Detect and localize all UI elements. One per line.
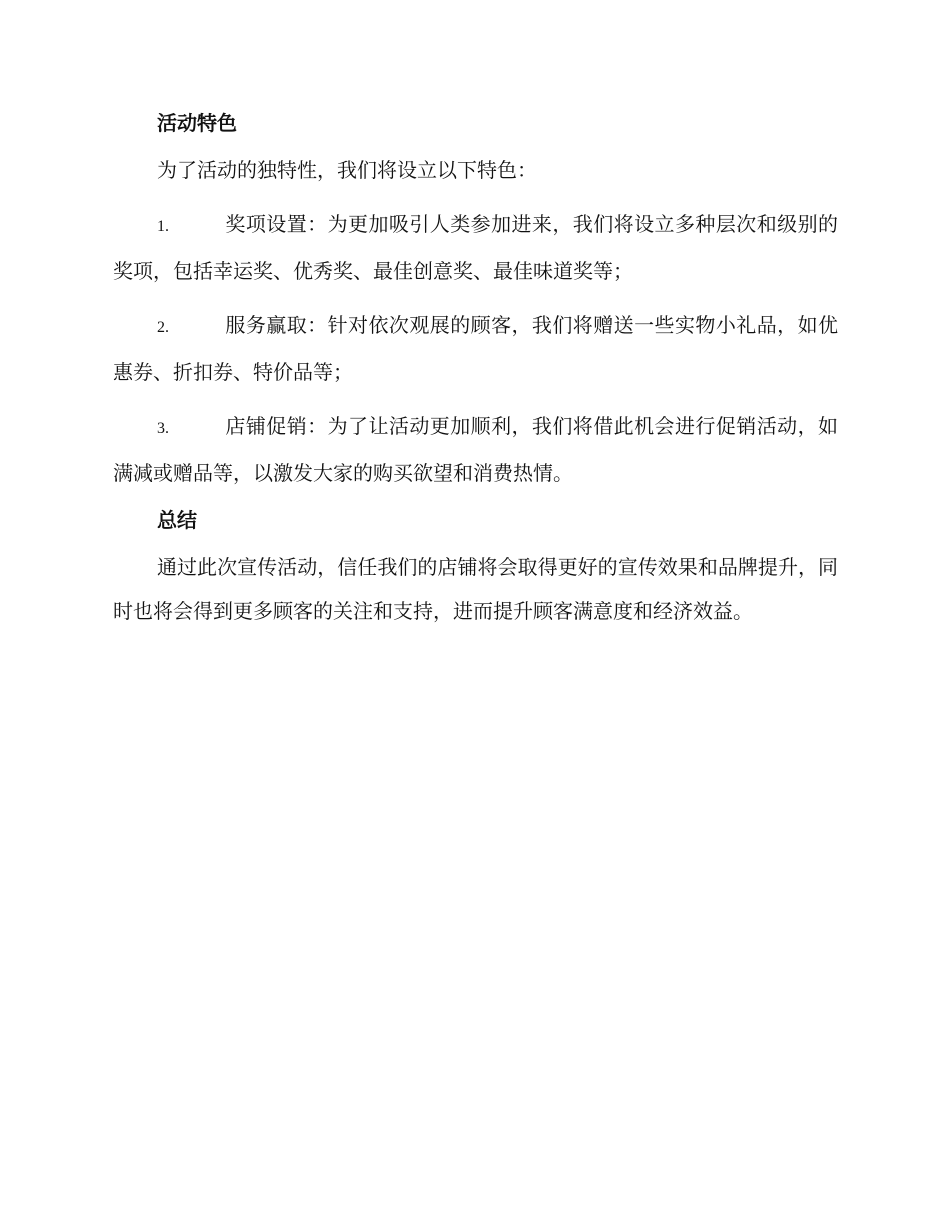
- section-heading-features: 活动特色: [157, 111, 237, 135]
- list-number: 1.: [157, 218, 169, 235]
- list-item-text: 奖项设置：为更加吸引人类参加进来，我们将设立多种层次和级别的奖项，包括幸运奖、优秀奖、最佳创意奖、最佳味道奖等；: [113, 212, 838, 283]
- list-item-3: [113, 404, 838, 495]
- list-number: 2.: [157, 319, 169, 336]
- list-item-text: 店铺促销：为了让活动更加顺利，我们将借此机会进行促销活动，如满减或赠品等，以激发大家的购买欲望和消费热情。: [113, 414, 838, 485]
- list-number: 3.: [157, 420, 169, 437]
- features-intro: 为了活动的独特性，我们将设立以下特色：: [157, 158, 537, 182]
- section-heading-summary: 总结: [157, 508, 197, 532]
- list-item-text: 服务赢取：针对依次观展的顾客，我们将赠送一些实物小礼品，如优惠券、折扣券、特价品等；: [113, 313, 838, 384]
- summary-body: 通过此次宣传活动，信任我们的店铺将会取得更好的宣传效果和品牌提升，同时也将会得到更多顾客的关注和支持，进而提升顾客满意度和经济效益。: [113, 555, 838, 623]
- list-item-1: [113, 202, 838, 293]
- list-item-2: [113, 303, 838, 394]
- document-body: [113, 108, 838, 633]
